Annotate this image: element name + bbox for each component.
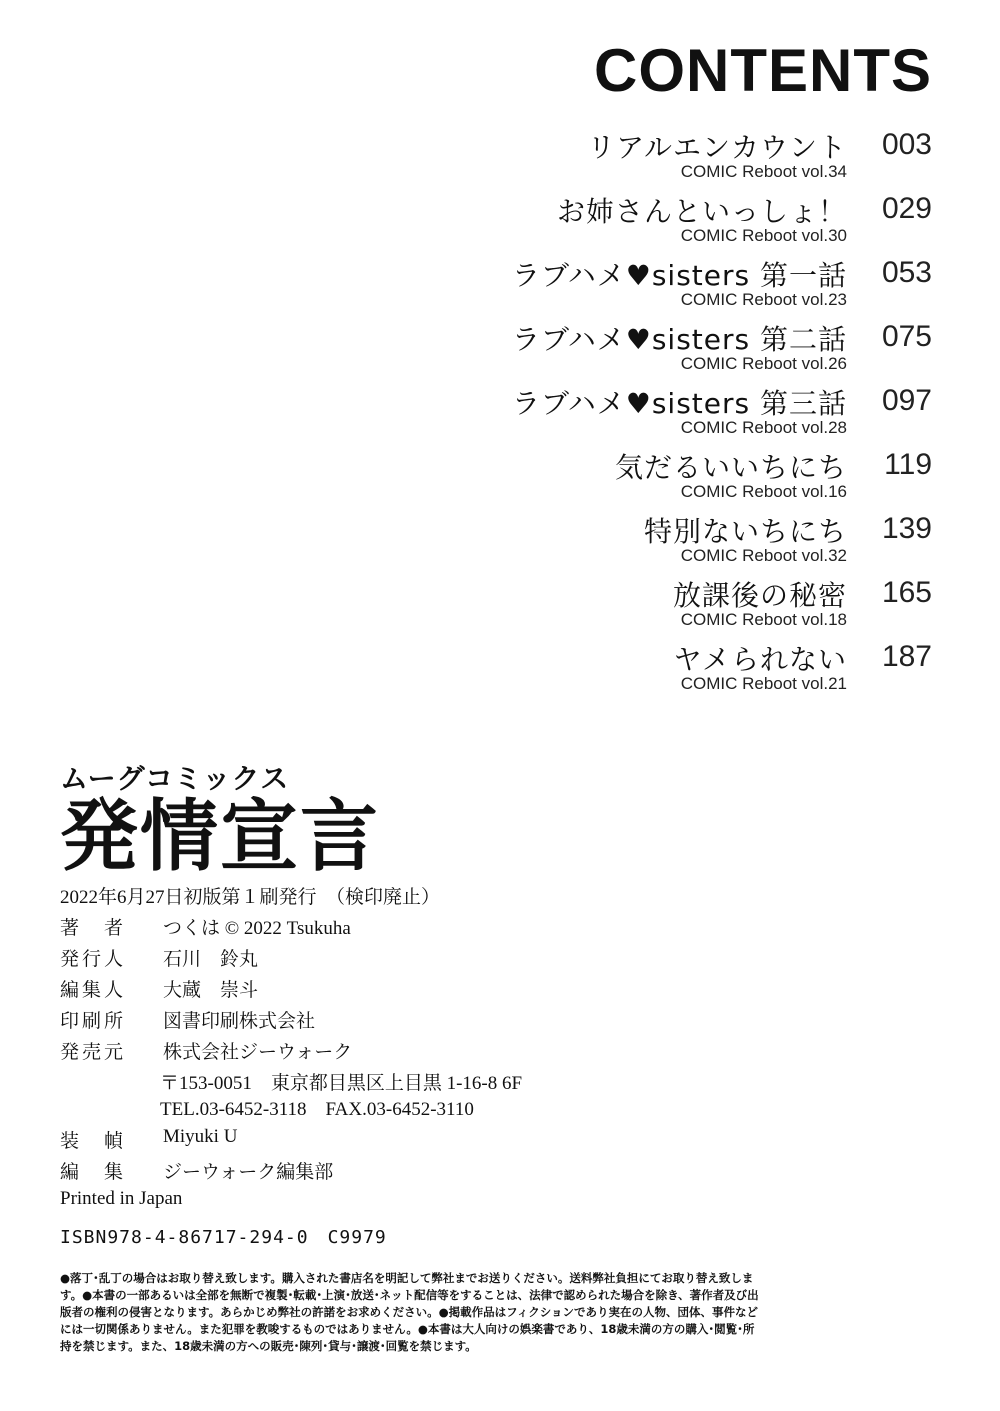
table-of-contents: [372, 126, 932, 702]
editor-label: 編集人: [60, 980, 127, 1001]
toc-title: 気だるいいちにち: [614, 451, 847, 484]
colophon-row-publisher: [60, 944, 522, 975]
toc-entry[interactable]: [372, 190, 932, 254]
toc-source: COMIC Reboot vol.18: [680, 610, 847, 629]
editor-value: 大蔵 崇斗: [163, 980, 259, 1001]
toc-page-number: 053: [881, 256, 932, 289]
toc-source: COMIC Reboot vol.34: [680, 162, 847, 181]
toc-entry[interactable]: [372, 382, 932, 446]
toc-page-number: 097: [881, 384, 932, 417]
toc-page-number: 003: [881, 128, 932, 161]
toc-entry[interactable]: [372, 638, 932, 702]
toc-entry[interactable]: [372, 318, 932, 382]
book-title: 発情宣言: [60, 792, 381, 882]
contents-heading: CONTENTS: [594, 37, 932, 104]
publication-date: 2022年6月27日初版第１刷発行 （検印廃止）: [60, 887, 441, 908]
toc-page-number: 119: [884, 448, 932, 481]
editorial-value: ジーウォーク編集部: [163, 1162, 334, 1183]
author-label: 著 者: [60, 918, 127, 939]
colophon-row-author: [60, 913, 522, 944]
publisher-value: 石川 鈴丸: [163, 949, 259, 970]
seller-address: 〒153-0051 東京都目黒区上目黒 1-16-8 6F: [160, 1073, 523, 1094]
toc-entry[interactable]: [372, 574, 932, 638]
toc-title: 特別ないちにち: [643, 515, 847, 548]
publisher-label: 発行人: [60, 949, 127, 970]
toc-title: 放課後の秘密: [672, 579, 847, 612]
toc-title: ラブハメ♥sisters 第三話: [511, 387, 847, 420]
colophon-row-printer: [60, 1006, 522, 1037]
toc-page-number: 187: [881, 640, 932, 673]
imprint-label: ムーグコミックス: [60, 762, 290, 795]
imprint-block: [60, 757, 381, 882]
toc-page-number: 075: [881, 320, 932, 353]
isbn: ISBN978-4-86717-294-0 C9979: [60, 1227, 387, 1248]
toc-title: リアルエンカウント: [587, 131, 847, 164]
toc-source: COMIC Reboot vol.21: [680, 674, 847, 693]
toc-source: COMIC Reboot vol.30: [680, 226, 847, 245]
toc-page-number: 029: [881, 192, 932, 225]
toc-entry[interactable]: [372, 254, 932, 318]
toc-source: COMIC Reboot vol.23: [680, 290, 847, 309]
toc-title: お姉さんといっしょ！: [556, 195, 847, 228]
editorial-label: 編 集: [60, 1162, 127, 1183]
toc-source: COMIC Reboot vol.26: [680, 354, 847, 373]
toc-entry[interactable]: [372, 126, 932, 190]
toc-source: COMIC Reboot vol.16: [680, 482, 847, 501]
seller-label: 発売元: [60, 1042, 127, 1063]
design-value: Miyuki U: [163, 1126, 238, 1147]
toc-entry[interactable]: [372, 510, 932, 574]
toc-page-number: 139: [881, 512, 932, 545]
colophon-row-editorial: [60, 1157, 522, 1188]
design-label: 装 幀: [60, 1131, 127, 1152]
colophon-row-design: [60, 1126, 522, 1157]
colophon-row-editor: [60, 975, 522, 1006]
toc-page-number: 165: [881, 576, 932, 609]
toc-title: ヤメられない: [673, 643, 847, 676]
printer-label: 印刷所: [60, 1011, 127, 1032]
toc-source: COMIC Reboot vol.28: [680, 418, 847, 437]
toc-title: ラブハメ♥sisters 第二話: [511, 323, 847, 356]
seller-value: 株式会社ジーウォーク: [163, 1042, 353, 1063]
toc-title: ラブハメ♥sisters 第一話: [511, 259, 847, 292]
printed-in: Printed in Japan: [60, 1188, 183, 1209]
printer-value: 図書印刷株式会社: [163, 1011, 316, 1032]
legal-notice: ●落丁･乱丁の場合はお取り替え致します。購入された書店名を明記して弊社までお送りください。送料弊社負担にてお取り替え致します。●本書の一部あるいは全部を無断で複製･転載･上演･放送･ネット配信等をすることは、法律で認められた場合を除き、著作者及び出版者の権利の侵害となります。あらかじめ弊社の許諾をお求めください。●掲載作品はフィクションであり実在の人物、団体、事件などには一切関係ありません。また犯罪を教唆するものではありません。●本書は大人向けの娯楽書であり、18歳未満の方の購入･閲覧･所持を禁じます。また、18歳未満の方への販売･陳列･貸与･譲渡･回覧を禁じます。: [60, 1271, 759, 1353]
author-value: つくは © 2022 Tsukuha: [163, 918, 351, 939]
toc-entry[interactable]: [372, 446, 932, 510]
toc-source: COMIC Reboot vol.32: [680, 546, 847, 565]
seller-phone-fax: TEL.03-6452-3118 FAX.03-6452-3110: [160, 1099, 474, 1120]
colophon-row-seller: [60, 1037, 522, 1068]
colophon: [60, 882, 522, 1219]
